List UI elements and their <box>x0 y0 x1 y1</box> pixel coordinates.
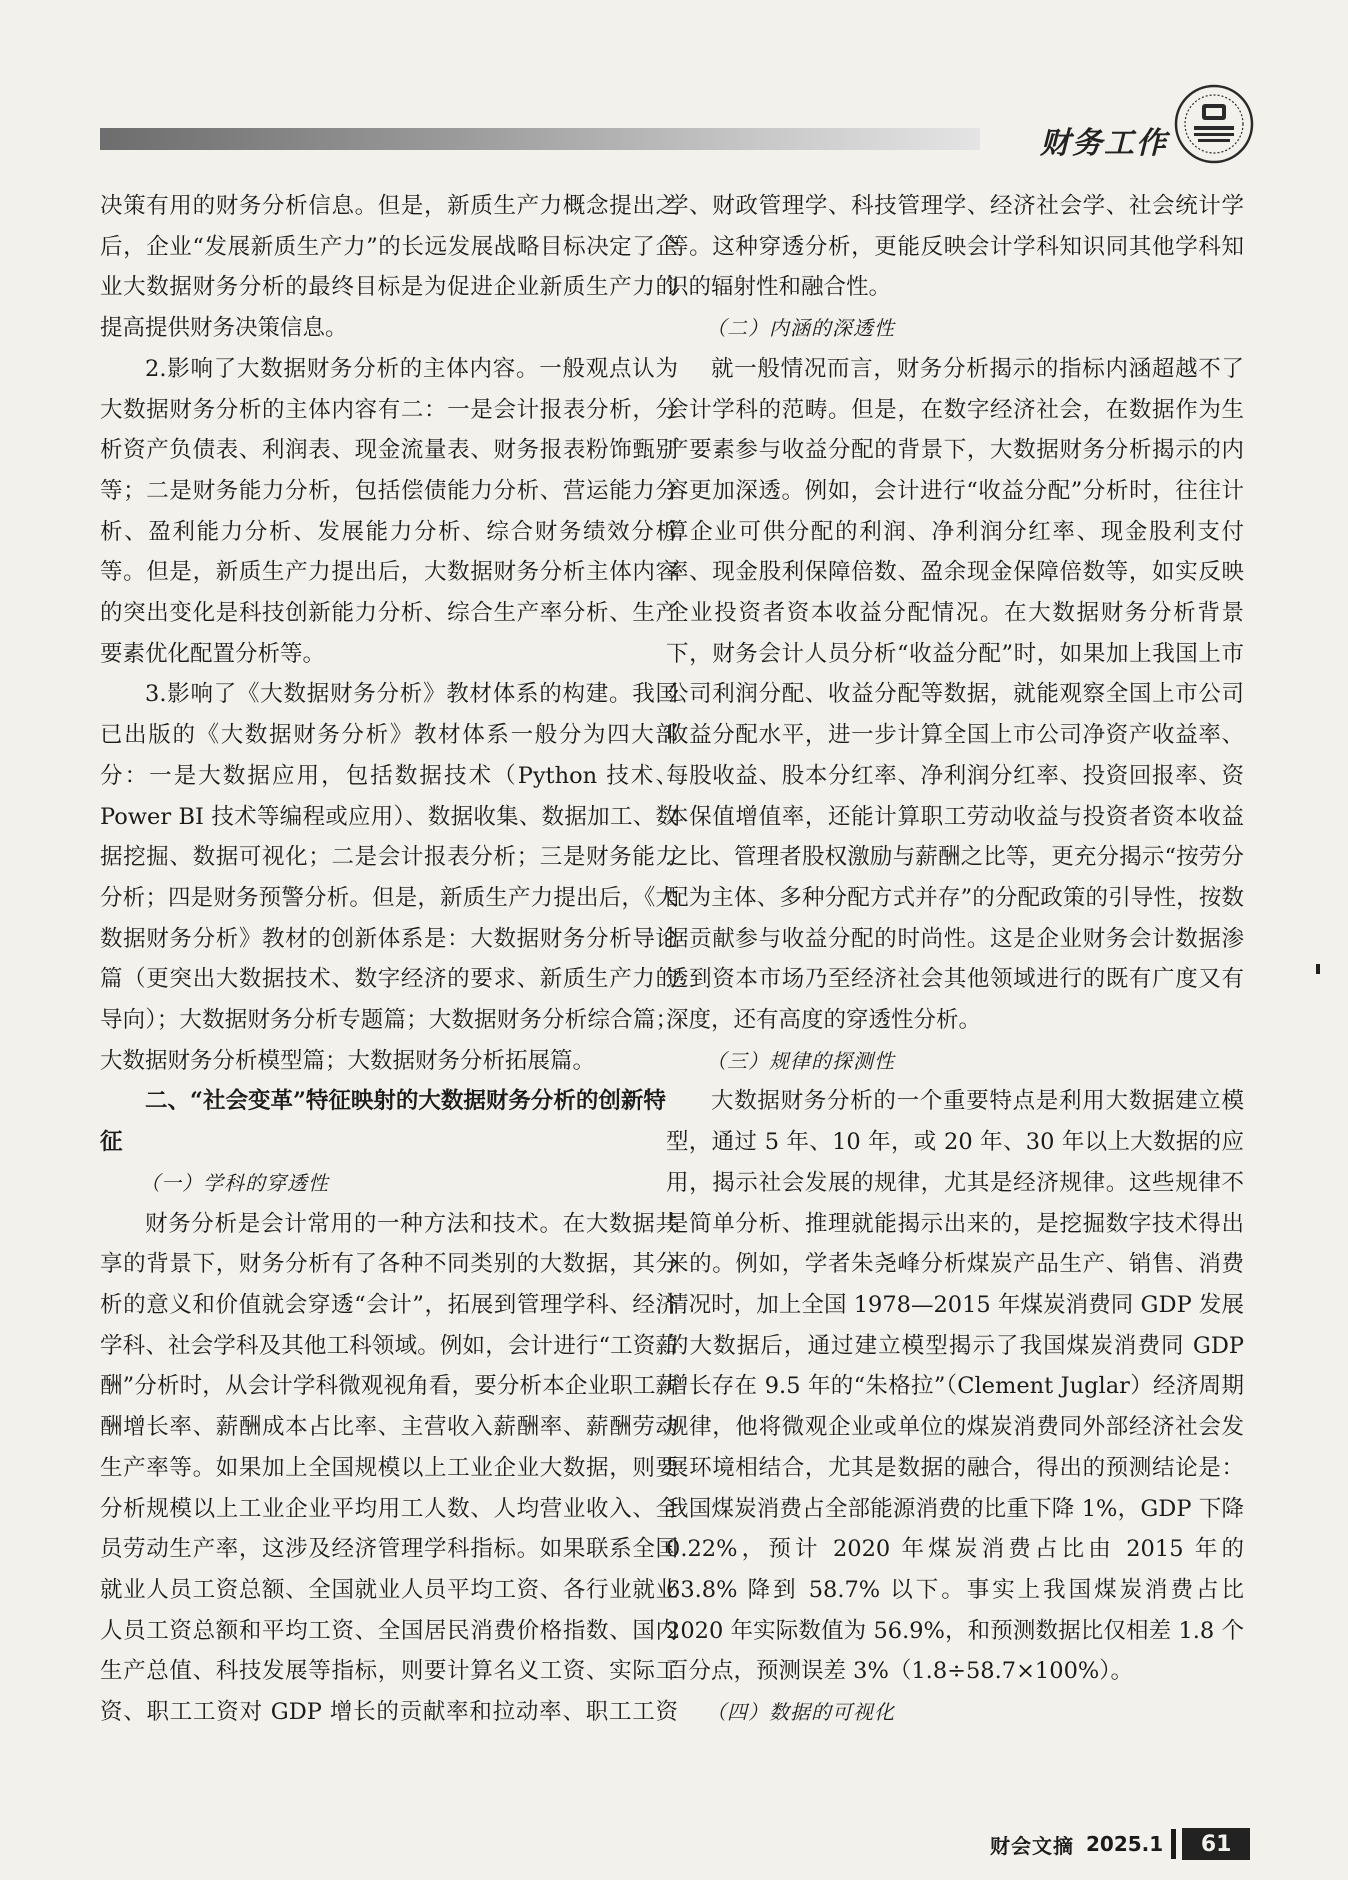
left-paragraph: 2.影响了大数据财务分析的主体内容。一般观点认为大数据财务分析的主体内容有二：一是会计报表分析，分析资产负债表、利润表、现金流量表、财务报表粉饰甄别等；二是财务能力分析，包括偿债能力分析、营运能力分析、盈利能力分析、发展能力分析、综合财务绩效分析等。但是，新质生产力提出后，大数据财务分析主体内容的突出变化是科技创新能力分析、综合生产率分析、生产要素优化配置分析等。 <box>100 355 678 667</box>
right-column <box>666 186 1244 1726</box>
left-paragraph: 3.影响了《大数据财务分析》教材体系的构建。我国已出版的《大数据财务分析》教材体系一般分为四大部分：一是大数据应用，包括数据技术（Python 技术、Power BI 技术等编程或应用）、数据收集、数据加工、数据挖掘、数据可视化；二是会计报表分析；三是财务能力分析；四是财务预警分析。但是，新质生产力提出后，《大数据财务分析》教材的创新体系是：大数据财务分析导论篇（更突出大数据技术、数字经济的要求、新质生产力的导向）；大数据财务分析专题篇；大数据财务分析综合篇；大数据财务分析模型篇；大数据财务分析拓展篇。 <box>100 681 678 1074</box>
journal-name: 财会文摘 <box>990 1833 1074 1858</box>
right-heading: （四）数据的可视化 <box>706 1700 895 1725</box>
page-number: 61 <box>1182 1828 1250 1860</box>
section-title: 财务工作 <box>1040 126 1168 161</box>
right-heading: （二）内涵的深透性 <box>706 316 895 341</box>
footer-separator <box>1171 1829 1176 1859</box>
left-paragraph: 决策有用的财务分析信息。但是，新质生产力概念提出之后，企业“发展新质生产力”的长远发展战略目标决定了企业大数据财务分析的最终目标是为促进企业新质生产力的提高提供财务决策信息。 <box>100 193 678 342</box>
right-paragraph: 就一般情况而言，财务分析揭示的指标内涵超越不了会计学科的范畴。但是，在数字经济社会，在数据作为生产要素参与收益分配的背景下，大数据财务分析揭示的内容更加深透。例如，会计进行“收益分配”分析时，往往计算企业可供分配的利润、净利润分红率、现金股利支付率、现金股利保障倍数、盈余现金保障倍数等，如实反映企业投资者资本收益分配情况。在大数据财务分析背景下，财务会计人员分析“收益分配”时，如果加上我国上市公司利润分配、收益分配等数据，就能观察全国上市公司收益分配水平，进一步计算全国上市公司净资产收益率、每股收益、股本分红率、净利润分红率、投资回报率、资本保值增值率，还能计算职工劳动收益与投资者资本收益之比、管理者股权激励与薪酬之比等，更充分揭示“按劳分配为主体、多种分配方式并存”的分配政策的引导性，按数据贡献参与收益分配的时尚性。这是企业财务会计数据渗透到资本市场乃至经济社会其他领域进行的既有广度又有深度，还有高度的穿透性分析。 <box>666 355 1244 1034</box>
left-column <box>100 186 678 1726</box>
left-heading: （一）学科的穿透性 <box>140 1170 329 1195</box>
header-bar <box>100 128 980 150</box>
issue-number: 2025.1 <box>1086 1832 1164 1856</box>
right-heading: （三）规律的探测性 <box>706 1048 895 1073</box>
journal-emblem-icon <box>1172 82 1256 166</box>
right-paragraph: 大数据财务分析的一个重要特点是利用大数据建立模型，通过 5 年、10 年，或 20 年、30 年以上大数据的应用，揭示社会发展的规律，尤其是经济规律。这些规律不是简单分析、推理就能揭示出来的，是挖掘数字技术得出来的。例如，学者朱尧峰分析煤炭产品生产、销售、消费情况时，加上全国 1978—2015 年煤炭消费同 GDP 发展的大数据后，通过建立模型揭示了我国煤炭消费同 GDP 增长存在 9.5 年的“朱格拉”（Clement Juglar）经济周期规律，他将微观企业或单位的煤炭消费同外部经济社会发展环境相结合，尤其是数据的融合，得出的预测结论是：我国煤炭消费占全部能源消费的比重下降 1%，GDP 下降 0.22%，预计 2020 年煤炭消费占比由 2015 年的 63.8% 降到 58.7% 以下。事实上我国煤炭消费占比 2020 年实际数值为 56.9%，和预测数据比仅相差 1.8 个百分点，预测误差 3%（1.8÷58.7×100%）。 <box>666 1088 1244 1685</box>
right-paragraph: 学、财政管理学、科技管理学、经济社会学、社会统计学等。这种穿透分析，更能反映会计学科知识同其他学科知识的辐射性和融合性。 <box>666 193 1244 301</box>
left-paragraph: 财务分析是会计常用的一种方法和技术。在大数据共享的背景下，财务分析有了各种不同类别的大数据，其分析的意义和价值就会穿透“会计”，拓展到管理学科、经济学科、社会学科及其他工科领域。例如，会计进行“工资薪酬”分析时，从会计学科微观视角看，要分析本企业职工薪酬增长率、薪酬成本占比率、主营收入薪酬率、薪酬劳动生产率等。如果加上全国规模以上工业企业大数据，则要分析规模以上工业企业平均用工人数、人均营业收入、全员劳动生产率，这涉及经济管理学科指标。如果联系全国就业人员工资总额、全国就业人员平均工资、各行业就业人员工资总额和平均工资、全国居民消费价格指数、国内生产总值、科技发展等指标，则要计算名义工资、实际工资、职工工资对 GDP 增长的贡献率和拉动率、职工工资 <box>100 1210 678 1726</box>
scan-speck <box>1316 964 1320 974</box>
left-heading: 二、“社会变革”特征映射的大数据财务分析的创新特征 <box>100 1088 666 1156</box>
page-footer <box>990 1824 1250 1864</box>
